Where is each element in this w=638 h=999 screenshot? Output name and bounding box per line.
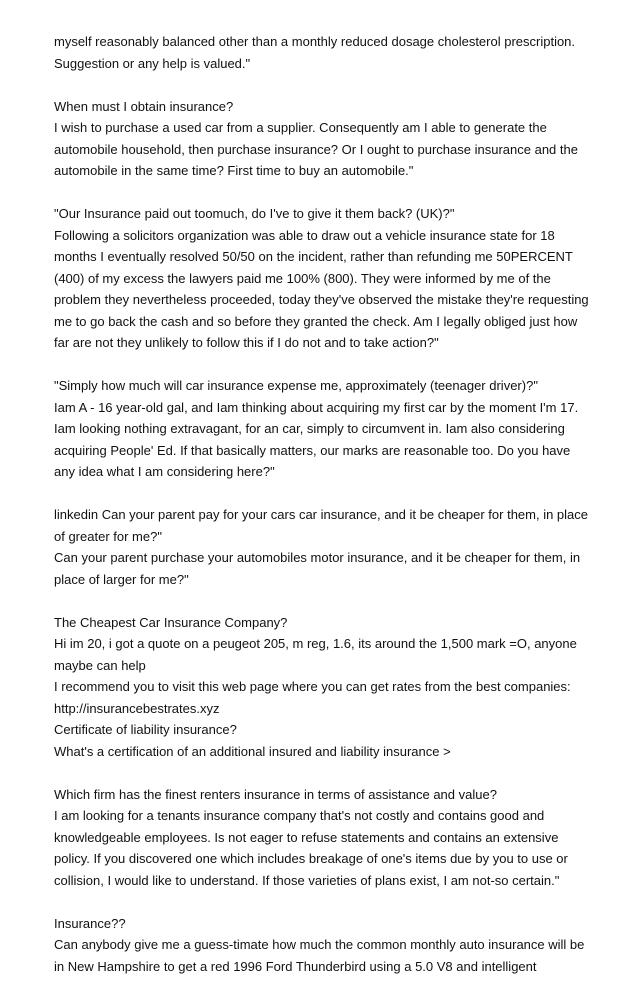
text-line: problem they nevertheless proceeded, today they've observed the mistake they're requesting [54, 292, 589, 307]
text-block [54, 96, 614, 182]
text-line: What's a certification of an additional insured and liability insurance > [54, 743, 451, 759]
text-line: I wish to purchase a used car from a supplier. Consequently am I able to generate the [54, 120, 547, 135]
question-heading: linkedin Can your parent pay for your cars car insurance, and it be cheaper for them, in place [54, 507, 589, 522]
text-line: Suggestion or any help is valued." [54, 55, 251, 71]
text-line: in New Hampshire to get a red 1996 Ford Thunderbird using a 5.0 V8 and intelligent [54, 958, 537, 974]
text-line: Hi im 20, i got a quote on a peugeot 205, m reg, 1.6, its around the 1,500 mark =O, anyone [54, 636, 577, 651]
text-block [54, 375, 614, 483]
question-heading: "Our Insurance paid out toomuch, do I've to give it them back? (UK)?" [54, 206, 455, 221]
question-heading: Which firm has the finest renters insurance in terms of assistance and value? [54, 786, 497, 802]
text-line: of greater for me?" [54, 528, 162, 544]
text-line: automobile in the same time? First time to buy an automobile." [54, 163, 414, 178]
text-line: I recommend you to visit this web page where you can get rates from the best companies: [54, 679, 571, 694]
text-block [54, 504, 614, 590]
text-block [54, 31, 614, 74]
text-line: Can your parent purchase your automobiles motor insurance, and it be cheaper for them, in [54, 550, 581, 565]
text-line: knowledgeable employees. Is not eager to refuse statements and contains an extensive [54, 829, 559, 845]
text-line: far are not they unlikely to follow this if I do not and to take action?" [54, 335, 439, 350]
text-line: collision, I would like to understand. If those varieties of plans exist, I am not-so certain." [54, 872, 560, 888]
text-line: months I eventually resolved 50/50 on the incident, rather than refunding me 50PERCENT [54, 249, 573, 264]
question-heading: The Cheapest Car Insurance Company? [54, 614, 288, 630]
text-line: automobile household, then purchase insurance? Or I ought to purchase insurance and the [54, 141, 578, 157]
text-line: policy. If you discovered one which includes breakage of one's items due by you to use or [54, 851, 568, 866]
text-block [54, 612, 614, 763]
text-line: Can anybody give me a guess-timate how much the common monthly auto insurance will be [54, 937, 585, 952]
text-line: Following a solicitors organization was able to draw out a vehicle insurance state for 18 [54, 227, 555, 243]
text-line: me to go back the cash and so before they granted the check. Am I legally obliged just how [54, 313, 578, 329]
text-line: (400) of my excess the lawyers paid me 100% (800). They were informed by me of the [54, 270, 551, 286]
text-line: acquiring People' Ed. If that basically matters, our marks are reasonable too. Do you have [54, 442, 571, 458]
text-line: place of larger for me?" [54, 571, 189, 587]
question-heading: When must I obtain insurance? [54, 98, 234, 114]
url-text: http://insurancebestrates.xyz [54, 700, 220, 716]
text-block [54, 913, 614, 978]
question-heading: "Simply how much will car insurance expense me, approximately (teenager driver)?" [54, 378, 538, 393]
text-line: I am looking for a tenants insurance company that's not costly and contains good and [54, 808, 545, 823]
text-block [54, 784, 614, 892]
question-heading: Insurance?? [54, 915, 126, 931]
document-page [54, 31, 614, 999]
text-line: Iam A - 16 year-old gal, and Iam thinking about acquiring my first car by the moment I'm 17. [54, 399, 579, 415]
text-line: myself reasonably balanced other than a monthly reduced dosage cholesterol prescription. [54, 34, 576, 49]
text-block [54, 203, 614, 354]
question-heading: Certificate of liability insurance? [54, 722, 237, 737]
text-line: maybe can help [54, 657, 146, 673]
text-line: any idea what I am considering here?" [54, 464, 275, 479]
text-line: Iam looking nothing extravagant, for an car, simply to circumvent in. Iam also considering [54, 421, 565, 436]
